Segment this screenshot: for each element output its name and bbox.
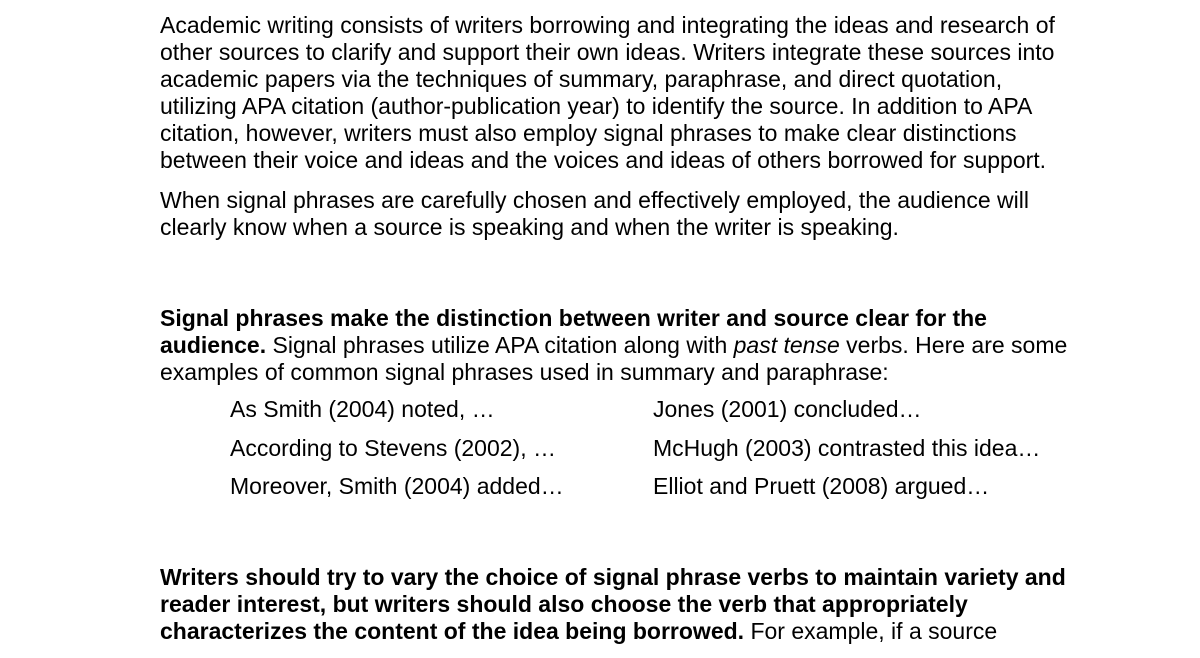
- example-left-2: According to Stevens (2002), …: [230, 435, 556, 461]
- section-2-paragraph: [160, 564, 1080, 645]
- example-right-3: Elliot and Pruett (2008) argued…: [653, 473, 990, 499]
- section-1-paragraph: [160, 305, 1080, 386]
- signal-phrase-paragraph: When signal phrases are carefully chosen and effectively employed, the audience will clearly know when a source is speaking and when the writer is speaking.: [160, 187, 1029, 240]
- section-1-italic: past tense: [733, 332, 840, 358]
- spacer: [160, 513, 1080, 564]
- section-1-text-end: verbs. Here are some examples of common signal phrases used in summary and paraphrase:: [160, 332, 1068, 385]
- spacer: [160, 254, 1080, 305]
- example-left-3: Moreover, Smith (2004) added…: [230, 473, 564, 499]
- example-right-2: McHugh (2003) contrasted this idea…: [653, 435, 1041, 461]
- signal-phrase-examples: [160, 396, 1080, 513]
- intro-paragraph: Academic writing consists of writers borrowing and integrating the ideas and research of other sources to clarify and support their own ideas. Writers integrate these sources into academic papers via the techniques of summary, paraphrase, and direct quotation, utilizing APA citation (author-publication year) to identify the source. In addition to APA citation, however, writers must also employ signal phrases to make clear distinctions between their voice and ideas and the voices and ideas of others borrowed for support.: [160, 12, 1055, 173]
- example-left-1: As Smith (2004) noted, …: [230, 396, 495, 422]
- example-right-1: Jones (2001) concluded…: [653, 396, 922, 422]
- document-page: [160, 12, 1080, 658]
- section-1-text: Signal phrases utilize APA citation along with: [266, 332, 734, 358]
- section-1-bold-lead: Signal phrases make the distinction between writer and source clear for the audience.: [160, 305, 987, 358]
- section-2-bold-lead: Writers should try to vary the choice of signal phrase verbs to maintain variety and reader interest, but writers should also choose the verb that appropriately characterizes the content of the idea being borrowed.: [160, 564, 1066, 644]
- section-2-text: For example, if a source: [744, 618, 998, 644]
